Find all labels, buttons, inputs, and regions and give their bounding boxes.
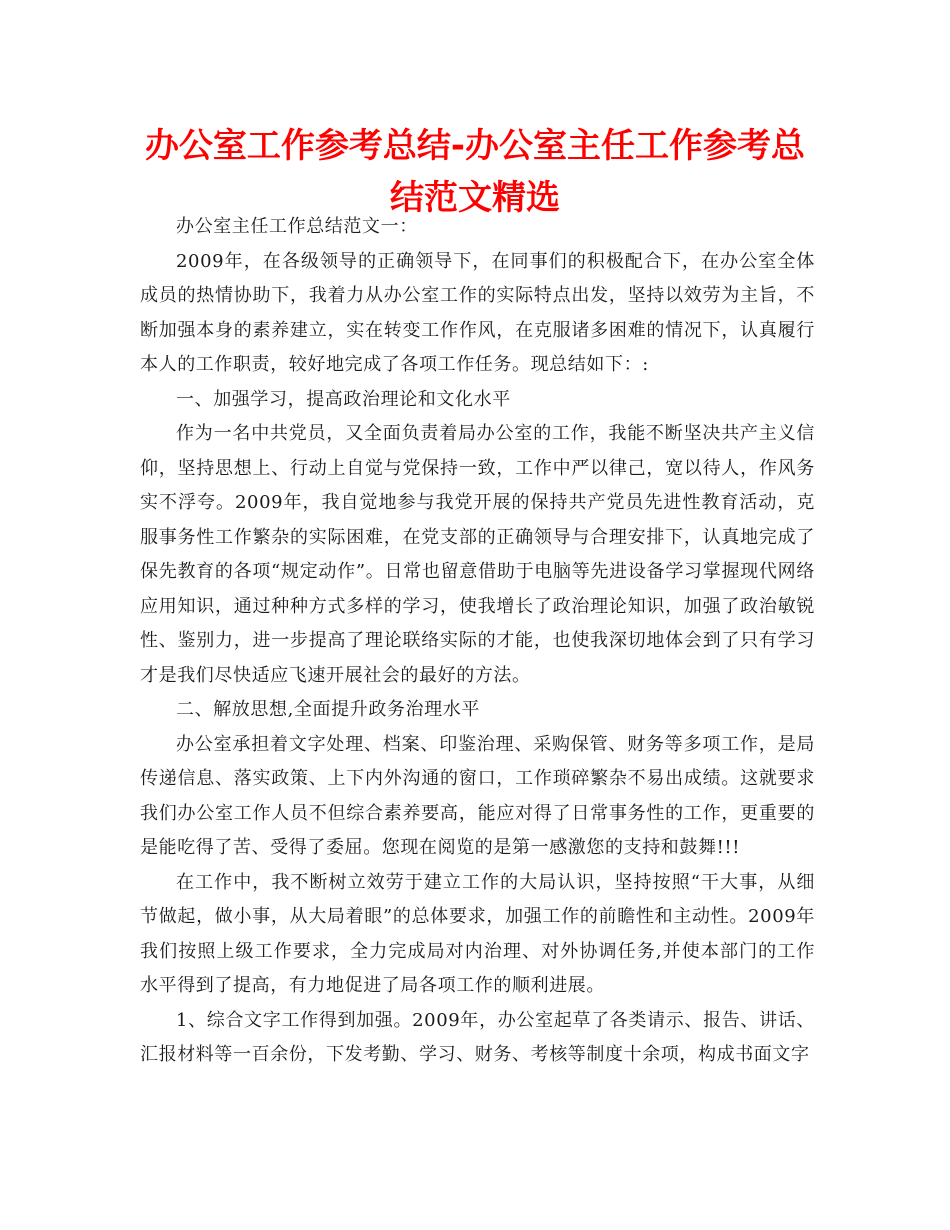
paragraph-writing-work: 1、综合文字工作得到加强。2009年，办公室起草了各类请示、报告、讲话、汇报材料等一百余份，下发考勤、学习、财务、考核等制度十余项，构成书面文字 — [140, 1009, 815, 1065]
paragraph-work-approach: 在工作中，我不断树立效劳于建立工作的大局认识，坚持按照“干大事，从细节做起，做小事，从大局着眼”的总体要求，加强工作的前瞻性和主动性。2009年我们按照上级工作要求，全力完成局对内治理、对外协调任务,并使本部门的工作水平得到了提高，有力地促进了局各项工作的顺利进展。 — [140, 871, 815, 996]
section-heading-2: 二、解放思想,全面提升政务治理水平 — [176, 699, 480, 720]
paragraph-intro: 2009年，在各级领导的正确领导下，在同事们的积极配合下，在办公室全体成员的热情协助下，我着力从办公室工作的实际特点出发，坚持以效劳为主旨，不断加强本身的素养建立，实在转变工作作风，在克服诸多困难的情况下，认真履行本人的工作职责，较好地完成了各项工作任务。现总结如下：: — [140, 250, 815, 375]
paragraph-study: 作为一名中共党员，又全面负责着局办公室的工作，我能不断坚决共产主义信仰，坚持思想上、行动上自觉与党保持一致，工作中严以律己，宽以待人，作风务实不浮夸。2009年，我自觉地参与我党开展的保持共产党员先进性教育活动，克服事务性工作繁杂的实际困难，在党支部的正确领导与合理安排下，认真地完成了保先教育的各项“规定动作”。日常也留意借助于电脑等先进设备学习掌握现代网络应用知识，通过种种方式多样的学习，使我增长了政治理论知识，加强了政治敏锐性、鉴别力，进一步提高了理论联络实际的才能，也使我深切地体会到了只有学习才是我们尽快适应飞速开展社会的最好的方法。 — [140, 423, 815, 686]
paragraph-opening-label: 办公室主任工作总结范文一： — [176, 216, 418, 237]
document-body — [140, 210, 815, 1073]
paragraph-office-duties: 办公室承担着文字处理、档案、印鉴治理、采购保管、财务等多项工作，是局传递信息、落实政策、上下内外沟通的窗口，工作琐碎繁杂不易出成绩。这就要求我们办公室工作人员不但综合素养要高，能应对得了日常事务性的工作，更重要的是能吃得了苦、受得了委屈。您现在阅览的是第一感激您的支持和鼓舞!!! — [140, 733, 815, 858]
document-title: 办公室工作参考总结-办公室主任工作参考总结范文精选 — [144, 126, 806, 218]
section-heading-1: 一、加强学习，提高政治理论和文化水平 — [176, 388, 511, 410]
